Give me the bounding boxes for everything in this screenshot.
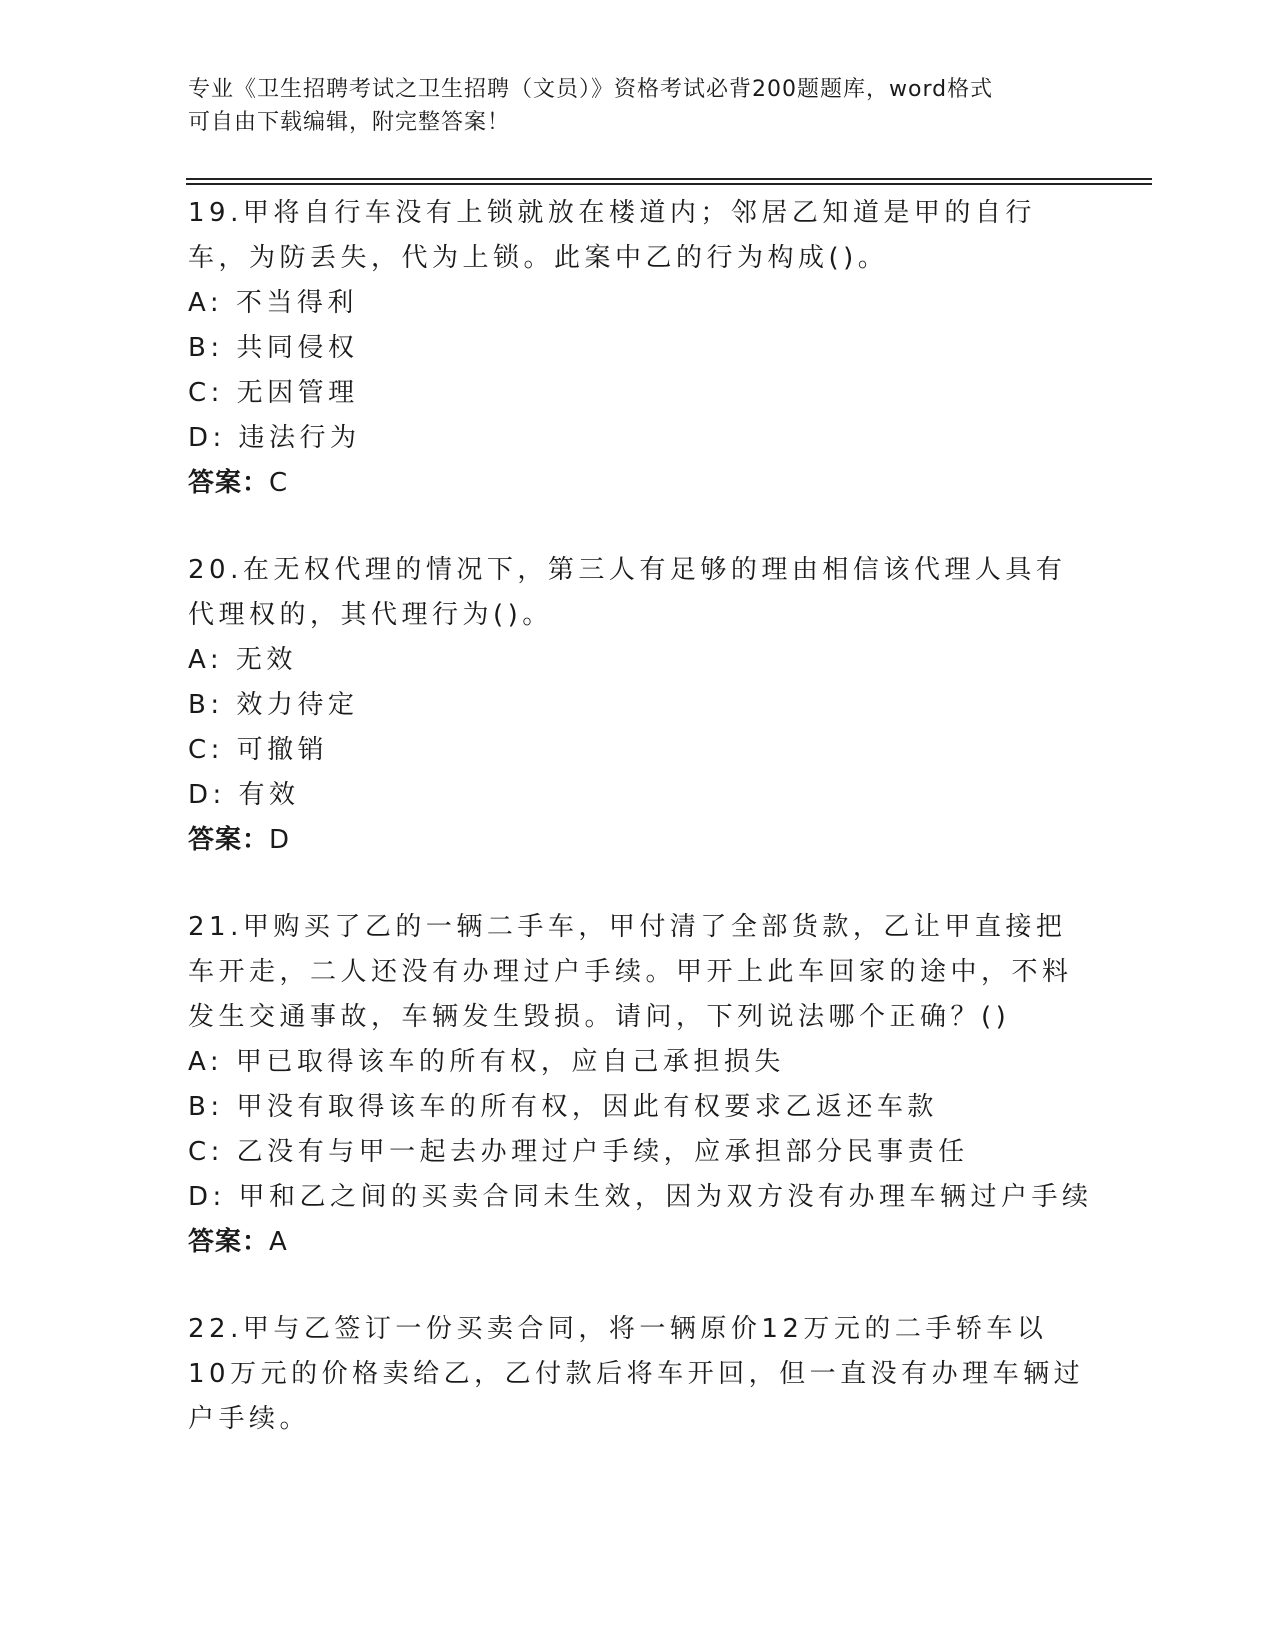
answer-line [188,1220,1088,1265]
answer-label: 答案： [188,468,270,498]
option-a: A: 不当得利 [188,288,358,318]
answer-value: D [269,825,291,855]
option-a: A: 无效 [188,645,297,675]
answer-line [188,461,1088,506]
answer-value: A [269,1227,288,1257]
header-line-1: 专业《卫生招聘考试之卫生招聘（文员）》资格考试必背200题题库，word格式 [188,77,994,102]
answer-label: 答案： [188,825,270,855]
question-20 [188,548,1088,863]
option-b: B: 共同侵权 [188,333,359,363]
option-c: C: 可撤销 [188,735,329,765]
answer-line [188,818,1088,863]
question-text: 21.甲购买了乙的一辆二手车，甲付清了全部货款，乙让甲直接把车开走，二人还没有办理过户手续。甲开上此车回家的途中，不料发生交通事故，车辆发生毁损。请问，下列说法哪个正确？() [188,912,1073,1032]
option-b: B: 甲没有取得该车的所有权，因此有权要求乙返还车款 [188,1092,938,1122]
option-c: C: 无因管理 [188,378,359,408]
answer-value: C [269,468,289,498]
option-c: C: 乙没有与甲一起去办理过户手续，应承担部分民事责任 [188,1137,969,1167]
option-a: A: 甲已取得该车的所有权，应自己承担损失 [188,1047,785,1077]
option-d: D: 违法行为 [188,423,361,453]
header-divider-bottom [186,183,1152,185]
option-d: D: 甲和乙之间的买卖合同未生效，因为双方没有办理车辆过户手续 [188,1182,1093,1212]
header-divider-top [186,178,1152,180]
question-19 [188,191,1088,506]
header-line-2: 可自由下载编辑，附完整答案！ [188,110,511,135]
answer-label: 答案： [188,1227,270,1257]
question-text: 20.在无权代理的情况下，第三人有足够的理由相信该代理人具有代理权的，其代理行为()。 [188,555,1067,630]
question-list [188,191,1093,1484]
question-22 [188,1307,1088,1442]
question-text: 19.甲将自行车没有上锁就放在楼道内；邻居乙知道是甲的自行车，为防丢失，代为上锁。此案中乙的行为构成()。 [188,198,1036,273]
document-header [188,73,1068,139]
question-text: 22.甲与乙签订一份买卖合同，将一辆原价12万元的二手轿车以10万元的价格卖给乙，乙付款后将车开回，但一直没有办理车辆过户手续。 [188,1314,1085,1434]
option-b: B: 效力待定 [188,690,359,720]
question-21 [188,905,1093,1265]
option-d: D: 有效 [188,780,300,810]
